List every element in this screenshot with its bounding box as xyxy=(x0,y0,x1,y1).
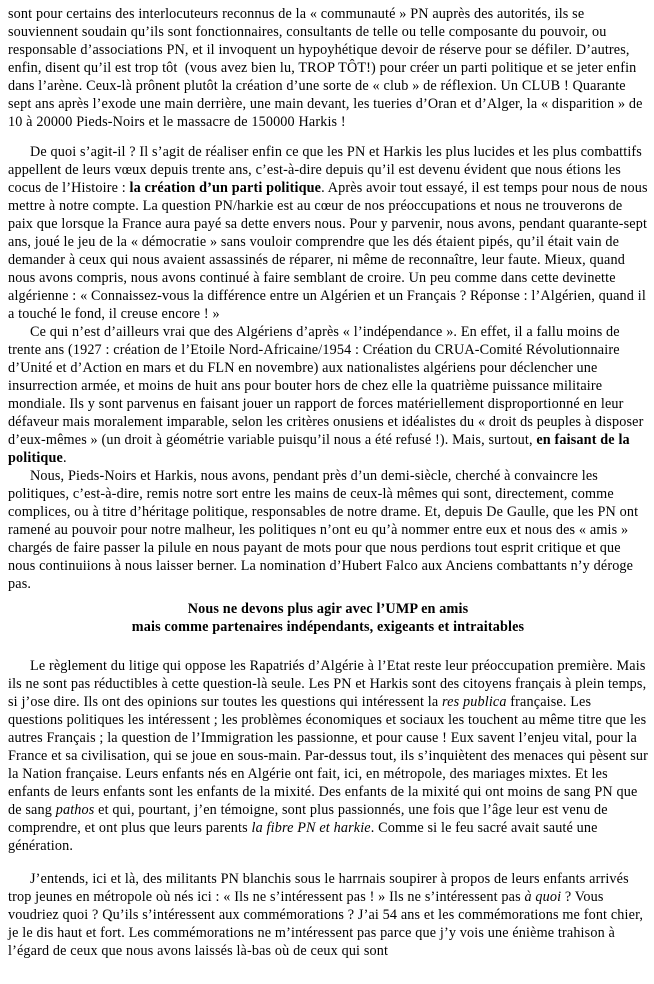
text-run: J’entends, ici et là, des militants PN blanchis sous le harrnais soupirer à propos de leurs enfants arrivés trop jeunes en métropole où nés ici : « Ils ne s’intéressent pas ! » Ils ne s’intéressent pas xyxy=(8,871,633,905)
text-run: Nous, Pieds-Noirs et Harkis, nous avons, pendant près d’un demi-siècle, cherché à convaincre les politiques, c’est-à-dire, remis notre sort entre les mains de ceux-là mêmes qui sont, directement, comme complices, ou à titre d’héritage politique, responsables de notre drame. Et, depuis De Gaulle, que les PN ont ramené au pouvoir pour notre malheur, les politiques n’ont eu qu’à nommer entre eux et nous des « amis » chargés de faire passer la pilule en nous payant de mots pour que nous perdions tout esprit critique et que nous continuiions à nous laisser berner. La nomination d’Hubert Falco aux Anciens combattants n’y déroge pas. xyxy=(8,468,642,592)
paragraph xyxy=(8,5,648,131)
italic-text-run: à quoi xyxy=(524,889,562,905)
heading-line: Nous ne devons plus agir avec l’UMP en amis xyxy=(187,601,469,617)
heading-line: mais comme partenaires indépendants, exigeants et intraitables xyxy=(131,619,525,635)
italic-text-run: pathos xyxy=(55,802,95,818)
text-run: française. Les questions politiques les intéressent ; les problèmes économiques et sociaux les touchent au même titre que les autres Français ; la question de l’Immigration les passionne, et pour cause ! Eux savent l’enjeu vital, pour la France et sa civilisation, qui se joue en sous-main. Par-dessus tout, ils s’inquiètent des menaces qui pèsent sur la Nation française. Leurs enfants nés en Algérie ont fait, ici, en métropole, des mariages mixtes. Et les enfants de leurs enfants sont les enfants de la mixité. Des enfants de la mixité qui ont moins de sang PN que de sang xyxy=(8,694,652,818)
text-run: ? Vous voudriez quoi ? Qu’ils s’intéressent aux commémorations ? J’ai 54 ans et les commémorations me font chier, je le dis haut et fort. Les commémorations ne m’intéressent pas parce que j’y vois une énième trahison à l’égard de ceux que nous avons laissés là-bas où de ceux qui sont xyxy=(8,889,647,959)
text-run: . Comme si le feu sacré avait sauté une génération. xyxy=(8,820,602,854)
text-run: et qui, pourtant, j’en témoigne, sont plus passionnés, une fois que l’âge leur est venu de comprendre, et ont plus que leurs parents xyxy=(8,802,612,836)
text-run: sont pour certains des interlocuteurs reconnus de la « communauté » PN auprès des autorités, ils se souviennent soudain qu’ils sont fonctionnaires, consultants de telle ou telle composante du pouvoir, ou responsable d’associations PN, et il invoquent un hypoyhétique devoir de réserve pour se défiler. D’autres, enfin, disent qu’il est trop tôt (vous avez bien lu, TROP TÔT!) pour créer un parti politique et se jeter enfin dans l’arène. Ceux-là prônent plutôt la création d’une sorte de « club » de réflexion. Un CLUB ! Quarante sept ans après l’exode une main derrière, une main devant, les tueries d’Oran et d’Alger, la « disparition » de 10 à 20000 Pieds-Noirs et le massacre de 150000 Harkis ! xyxy=(8,6,647,130)
text-run: Le règlement du litige qui oppose les Rapatriés d’Algérie à l’Etat reste leur préoccupation première. Mais ils ne sont pas réductibles à cette question-là seule. Les PN et Harkis sont des citoyens français à plein temps, si j’ose dire. Ils ont des opinions sur toutes les questions qui intéressent la xyxy=(8,658,650,710)
text-run: Ce qui n’est d’ailleurs vrai que des Algériens d’après « l’indépendance ». En effet, il a fallu moins de trente ans (1927 : création de l’Etoile Nord-Africaine/1954 : Création du CRUA-Comité Révolutionnaire d’Unité et d’Action en mars et du FLN en novembre) aux nationalistes algériens pour déclencher une insurrection armée, et moins de huit ans pour bouter hors de chez elle la quatrième puissance militaire mondiale. Ils y sont parvenus en faisant jouer un rapport de forces matériellement disproportionné en leur défaveur mais moralement imparable, selon les critères onusiens et idéalistes du « droit ds peuples à disposer d’eux-mêmes » (un droit à géométrie variable puisqu’il nous a été refusé !). Mais, surtout, xyxy=(8,324,648,448)
text-run: . xyxy=(62,450,67,466)
paragraph xyxy=(8,467,648,593)
italic-text-run: la fibre PN et harkie xyxy=(251,820,371,836)
paragraph xyxy=(8,323,648,467)
paragraph xyxy=(8,870,648,960)
paragraph xyxy=(8,657,652,855)
bold-text-run: la création d’un parti politique xyxy=(129,180,322,196)
section-heading xyxy=(8,600,648,636)
paragraph xyxy=(8,143,652,323)
bold-text-run: en faisant de la politique xyxy=(8,432,634,466)
text-run: . Après avoir tout essayé, il est temps pour nous de nous mettre à notre compte. La question PN/harkie est au cœur de nos préoccupations et nous ne trouverons de paix que lorsque la France aura payé sa dette envers nous. Pour y parvenir, nous avons, pendant quarante-sept ans, joué le jeu de la « démocratie » sans vouloir comprendre que les dés étaient pipés, qu’il était vain de demander à ceux qui nous avaient assassinés de réparer, ni même de reconnaître, leur faute. Mieux, quand nous avons compris, nous avons continué à faire semblant de croire. Un peu comme dans cette devinette algérienne : « Connaissez-vous la différence entre un Algérien et un Français ? Réponse : l’Algérien, quand il a touché le fond, il creuse encore ! » xyxy=(8,180,652,322)
text-run: De quoi s’agit-il ? Il s’agit de réaliser enfin ce que les PN et Harkis les plus lucides et les plus combattifs appellent de leurs vœux depuis trente ans, c’est-à-dire depuis qu’il est devenu évident que nous étions les cocus de l’Histoire : xyxy=(8,144,646,196)
italic-text-run: res publica xyxy=(442,694,507,710)
